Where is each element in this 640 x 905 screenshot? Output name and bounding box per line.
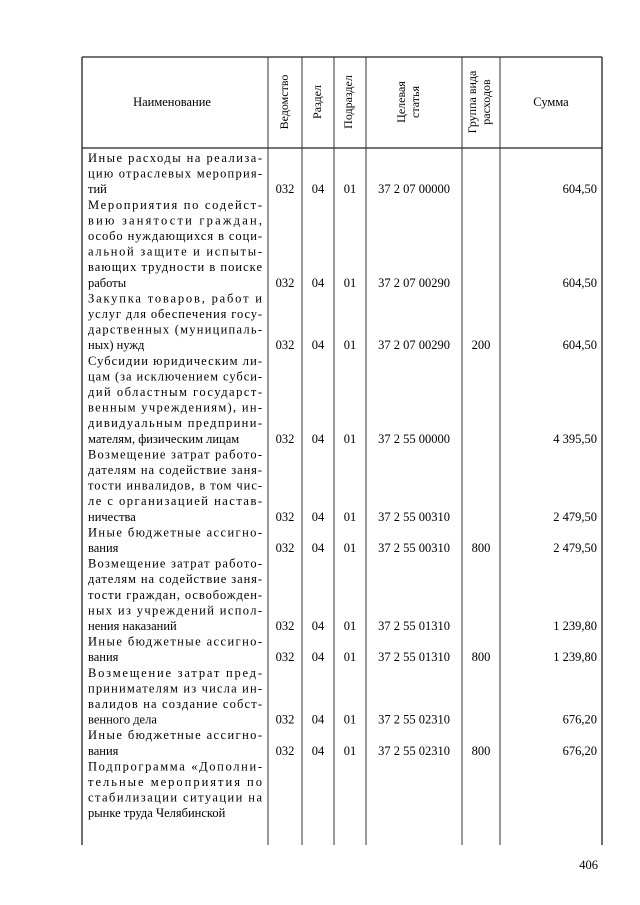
row-name-line: ных) нужд xyxy=(88,338,145,353)
table-row xyxy=(88,728,597,758)
row-section: 04 xyxy=(311,509,325,524)
row-name-line: валидов на создание собст- xyxy=(88,697,262,711)
row-expense-group: 800 xyxy=(471,650,491,665)
header-target-article-2: статья xyxy=(408,86,422,118)
row-name-line: венным учреждениям), ин- xyxy=(88,400,262,415)
header-amount: Сумма xyxy=(533,95,569,109)
row-subsection: 01 xyxy=(343,743,357,758)
row-name-line: альной защите и испыты- xyxy=(88,244,262,259)
row-section: 04 xyxy=(311,338,325,353)
row-target-article: 37 2 55 01310 xyxy=(378,619,450,633)
table-row xyxy=(88,354,597,446)
table-row xyxy=(88,525,597,555)
row-name-line: дарственных (муниципаль- xyxy=(88,322,262,337)
table-row xyxy=(88,447,597,523)
row-name-line: ничества xyxy=(88,509,136,524)
row-name-line: тий xyxy=(88,182,107,197)
row-subsection: 01 xyxy=(343,431,357,446)
row-department: 032 xyxy=(275,275,295,290)
table-row xyxy=(88,666,597,727)
row-department: 032 xyxy=(275,338,295,353)
row-name-line: услуг для обеспечения госу- xyxy=(88,307,262,321)
row-name-line: дателям на содействие заня- xyxy=(88,463,262,477)
row-name-line: дий областным государст- xyxy=(88,385,262,399)
row-section: 04 xyxy=(311,712,325,727)
row-expense-group: 200 xyxy=(471,338,491,353)
row-amount: 604,50 xyxy=(562,338,597,353)
row-target-article: 37 2 55 00310 xyxy=(378,541,450,555)
row-amount: 2 479,50 xyxy=(553,509,597,524)
row-subsection: 01 xyxy=(343,275,357,290)
table-body xyxy=(88,151,597,820)
row-section: 04 xyxy=(311,650,325,665)
header-subsection: Подраздел xyxy=(341,75,355,129)
row-department: 032 xyxy=(275,541,295,555)
row-amount: 676,20 xyxy=(562,743,597,758)
row-target-article: 37 2 55 00310 xyxy=(378,509,450,524)
row-expense-group: 800 xyxy=(471,541,491,555)
header-name: Наименование xyxy=(133,95,211,109)
row-section: 04 xyxy=(311,182,325,197)
row-name-line: тельные мероприятия по xyxy=(88,775,262,789)
row-name-line: Возмещение затрат пред- xyxy=(88,665,262,680)
row-name-line: мателям, физическим лицам xyxy=(88,431,240,446)
row-target-article: 37 2 55 01310 xyxy=(378,650,450,665)
row-target-article: 37 2 55 00000 xyxy=(378,431,450,446)
table-row xyxy=(88,759,262,820)
row-name-line: ле с организацией настав- xyxy=(88,494,262,509)
row-name-line: Иные бюджетные ассигно- xyxy=(88,728,262,743)
row-amount: 1 239,80 xyxy=(553,650,597,665)
row-subsection: 01 xyxy=(343,619,357,633)
row-subsection: 01 xyxy=(343,712,357,727)
row-section: 04 xyxy=(311,619,325,633)
row-subsection: 01 xyxy=(343,541,357,555)
row-name-line: дателям на содействие заня- xyxy=(88,572,262,587)
row-name-line: ных из учреждений испол- xyxy=(88,603,262,618)
row-name-line: Субсидии юридическим ли- xyxy=(88,353,262,368)
row-section: 04 xyxy=(311,541,325,555)
row-name-line: Закупка товаров, работ и xyxy=(88,291,262,306)
row-subsection: 01 xyxy=(343,509,357,524)
row-name-line: Подпрограмма «Дополни- xyxy=(88,759,262,774)
row-name-line: Мероприятия по содейст- xyxy=(88,197,262,212)
row-subsection: 01 xyxy=(343,182,357,197)
row-name-line: вания xyxy=(88,743,119,758)
row-subsection: 01 xyxy=(343,338,357,353)
row-name-line: Иные бюджетные ассигно- xyxy=(88,525,262,540)
row-department: 032 xyxy=(275,182,295,197)
row-department: 032 xyxy=(275,743,295,758)
row-target-article: 37 2 07 00000 xyxy=(378,182,450,197)
row-target-article: 37 2 55 02310 xyxy=(378,743,450,758)
row-name-line: Иные бюджетные ассигно- xyxy=(88,634,262,649)
header-expense-group-2: расходов xyxy=(479,79,493,125)
table-row xyxy=(88,291,597,352)
row-name-line: нения наказаний xyxy=(88,619,177,633)
table-header xyxy=(133,70,569,133)
row-section: 04 xyxy=(311,275,325,290)
row-name-line: принимателям из числа ин- xyxy=(88,681,262,696)
row-subsection: 01 xyxy=(343,650,357,665)
table-row xyxy=(88,198,597,290)
row-name-line: Возмещение затрат работо- xyxy=(88,447,262,462)
row-target-article: 37 2 07 00290 xyxy=(378,275,450,290)
row-name-line: вания xyxy=(88,541,119,555)
row-amount: 604,50 xyxy=(562,275,597,290)
row-department: 032 xyxy=(275,619,295,633)
row-name-line: работы xyxy=(88,275,127,290)
row-amount: 1 239,80 xyxy=(553,619,597,633)
row-name-line: тости инвалидов, в том чис- xyxy=(88,478,262,493)
row-target-article: 37 2 07 00290 xyxy=(378,338,450,353)
row-name-line: особо нуждающихся в соци- xyxy=(88,229,262,243)
row-name-line: стабилизации ситуации на xyxy=(88,790,262,805)
row-amount: 604,50 xyxy=(562,182,597,197)
header-section: Раздел xyxy=(310,85,324,119)
row-amount: 4 395,50 xyxy=(553,431,597,446)
row-target-article: 37 2 55 02310 xyxy=(378,712,450,727)
row-name-line: рынке труда Челябинской xyxy=(88,806,226,821)
header-expense-group-1: Группа вида xyxy=(465,70,479,134)
table-row xyxy=(88,557,597,633)
table-row xyxy=(88,635,597,665)
row-department: 032 xyxy=(275,650,295,665)
header-department: Ведомство xyxy=(277,74,291,130)
row-name-line: Иные расходы на реализа- xyxy=(88,151,262,165)
row-name-line: цам (за исключением субси- xyxy=(88,369,262,384)
row-name-line: вающих трудности в поиске xyxy=(88,260,262,275)
header-target-article-1: Целевая xyxy=(394,81,408,123)
row-name-line: дивидуальным предприни- xyxy=(88,416,262,431)
row-expense-group: 800 xyxy=(471,743,491,758)
row-department: 032 xyxy=(275,712,295,727)
row-name-line: Возмещение затрат работо- xyxy=(88,556,262,571)
row-name-line: вию занятости граждан, xyxy=(88,213,262,228)
table-row xyxy=(88,151,597,196)
row-section: 04 xyxy=(311,743,325,758)
row-name-line: цию отраслевых мероприя- xyxy=(88,166,262,181)
row-department: 032 xyxy=(275,431,295,446)
row-department: 032 xyxy=(275,509,295,524)
row-name-line: тости граждан, освобожден- xyxy=(88,587,262,602)
page-number: 406 xyxy=(579,858,598,872)
row-section: 04 xyxy=(311,431,325,446)
row-name-line: вания xyxy=(88,650,119,665)
row-name-line: венного дела xyxy=(88,712,157,727)
row-amount: 2 479,50 xyxy=(553,541,597,555)
row-amount: 676,20 xyxy=(562,712,597,727)
